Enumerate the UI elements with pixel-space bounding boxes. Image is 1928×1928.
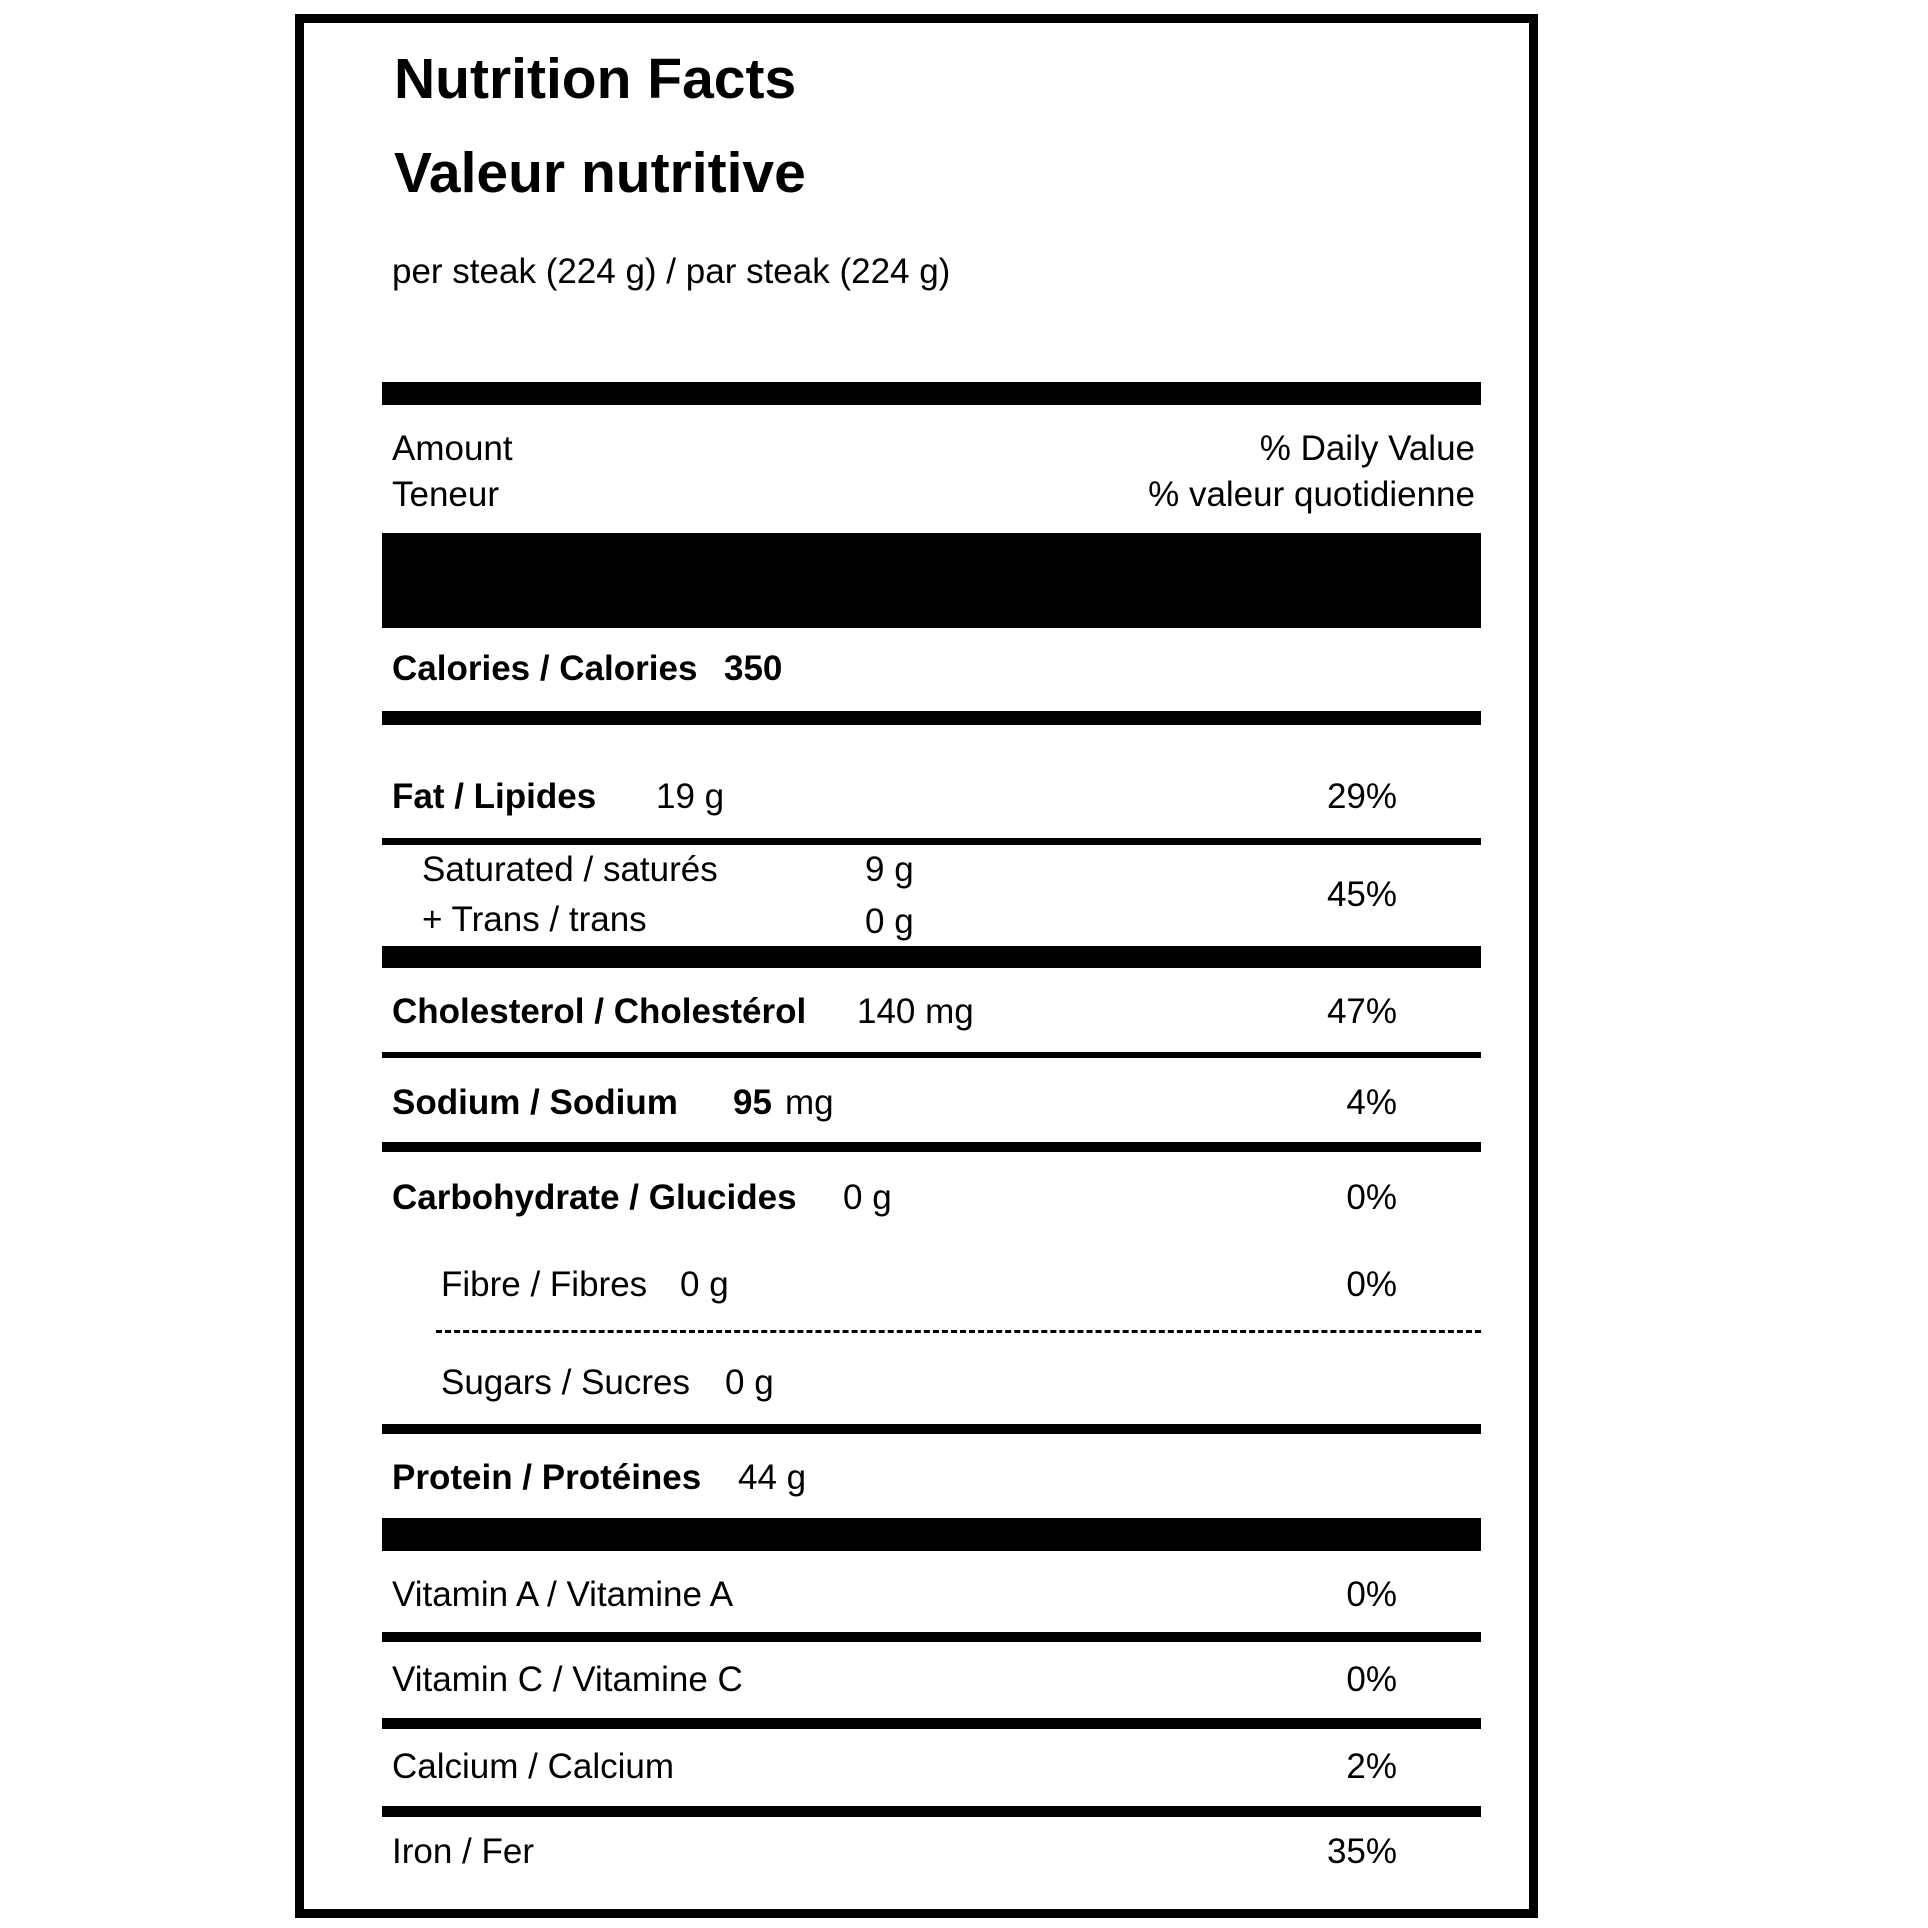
fat-label: Fat / Lipides [392, 777, 597, 816]
carbohydrate-label: Carbohydrate / Glucides [392, 1178, 797, 1217]
calcium-daily-value: 2% [1346, 1747, 1397, 1786]
divider-thick-block [382, 533, 1481, 628]
divider-cholesterol [382, 1052, 1481, 1058]
title-french: Valeur nutritive [394, 141, 806, 205]
sugars-amount: 0 g [725, 1363, 774, 1402]
fat-daily-value: 29% [1326, 777, 1397, 816]
calories-value: 350 [724, 649, 783, 688]
divider-fibre-dashed [436, 1330, 1481, 1333]
divider-vitamin-c [382, 1718, 1481, 1729]
daily-value-heading-fr: % valeur quotidienne [1148, 475, 1475, 514]
divider-protein [382, 1518, 1481, 1551]
vitamin-c-label: Vitamin C / Vitamine C [392, 1660, 743, 1699]
saturated-amount: 9 g [865, 850, 914, 889]
vitamin-a-label: Vitamin A / Vitamine A [392, 1575, 734, 1614]
divider-calcium [382, 1806, 1481, 1817]
cholesterol-amount: 140 mg [857, 992, 974, 1031]
protein-amount: 44 g [738, 1458, 807, 1497]
trans-label: + Trans / trans [422, 900, 647, 939]
divider-sodium [382, 1142, 1481, 1152]
divider-vitamin-a [382, 1632, 1481, 1642]
protein-label: Protein / Protéines [392, 1458, 702, 1497]
calcium-label: Calcium / Calcium [392, 1747, 674, 1786]
saturated-trans-daily-value: 45% [1326, 875, 1397, 914]
daily-value-heading-en: % Daily Value [1259, 429, 1475, 468]
sodium-label: Sodium / Sodium [392, 1083, 678, 1122]
iron-daily-value: 35% [1326, 1832, 1397, 1871]
sodium-daily-value: 4% [1346, 1083, 1397, 1122]
fibre-amount: 0 g [680, 1265, 729, 1304]
fibre-label: Fibre / Fibres [441, 1265, 648, 1304]
sodium-amount-number: 95 [733, 1083, 772, 1122]
carbohydrate-daily-value: 0% [1346, 1178, 1397, 1217]
title-english: Nutrition Facts [394, 47, 797, 111]
divider-calories [382, 711, 1481, 725]
amount-heading-fr: Teneur [392, 475, 500, 514]
cholesterol-daily-value: 47% [1326, 992, 1397, 1031]
cholesterol-label: Cholesterol / Cholestérol [392, 992, 807, 1031]
divider-top [382, 382, 1481, 405]
iron-label: Iron / Fer [392, 1832, 534, 1871]
trans-amount: 0 g [865, 902, 914, 941]
vitamin-c-daily-value: 0% [1346, 1660, 1397, 1699]
divider-sugars [382, 1424, 1481, 1434]
fibre-daily-value: 0% [1346, 1265, 1397, 1304]
calories-label: Calories / Calories [392, 649, 698, 688]
vitamin-a-daily-value: 0% [1346, 1575, 1397, 1614]
sodium-amount-unit: mg [785, 1083, 834, 1122]
carbohydrate-amount: 0 g [843, 1178, 892, 1217]
fat-amount: 19 g [656, 777, 725, 816]
serving-size: per steak (224 g) / par steak (224 g) [392, 252, 951, 291]
saturated-label: Saturated / saturés [422, 850, 718, 889]
divider-fat [382, 838, 1481, 845]
sugars-label: Sugars / Sucres [441, 1363, 690, 1402]
amount-heading-en: Amount [392, 429, 513, 468]
divider-saturated [382, 946, 1481, 968]
